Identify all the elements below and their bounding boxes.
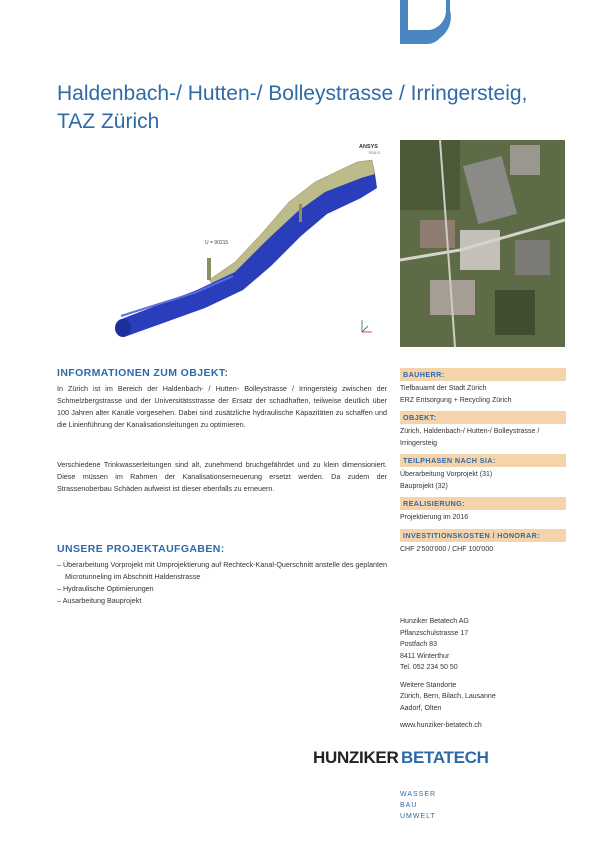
realisation-value — [400, 510, 566, 527]
realisation-heading: REALISIERUNG: — [400, 497, 566, 510]
page-title-line1: Haldenbach-/ Hutten-/ Bolleystrasse / Irringersteig, — [57, 82, 528, 105]
shaft-marker — [299, 204, 302, 222]
phases-heading: TEILPHASEN NACH SIA: — [400, 454, 566, 467]
aerial-photo — [400, 140, 565, 347]
tagline-item: BAU — [400, 802, 418, 809]
ansys-label: ANSYS — [359, 144, 378, 150]
brand-tagline — [400, 789, 436, 822]
shaft-marker — [207, 258, 211, 280]
client-heading: BAUHERR: — [400, 368, 566, 381]
task-item: – Ausarbeitung Bauprojekt — [57, 596, 142, 605]
address-postbox: Postfach 83 — [400, 641, 437, 648]
locations-label: Weitere Standorte — [400, 681, 457, 689]
realisation-line: Projektierung im 2016 — [400, 514, 469, 521]
locations-line: Aadorf, Olten — [400, 704, 442, 712]
phone: Tel. 052 234 50 50 — [400, 664, 458, 671]
costs-heading: INVESTITIONSKOSTEN / HONORAR: — [400, 529, 566, 542]
object-line: Zürich, Haldenbach-/ Hutten-/ Bolleystrasse / — [400, 428, 540, 435]
ansys-sublabel: R15.0 — [369, 150, 380, 155]
brand-word-hunziker: HUNZIKER — [313, 748, 399, 767]
phase-line: Bauprojekt (32) — [400, 482, 448, 490]
pipe-end — [115, 319, 131, 337]
section-label: U = 90215 — [205, 240, 229, 246]
task-item: – Hydraulische Optimierungen — [57, 584, 154, 593]
locations-line: Zürich, Bern, Bilach, Lausanne — [400, 693, 496, 700]
address-city: 8411 Winterthur — [400, 652, 450, 660]
costs-value — [400, 542, 566, 559]
info-heading: INFORMATIONEN ZUM OBJEKT: — [57, 367, 229, 379]
task-item: – Überarbeitung Vorprojekt mit Umprojektierung auf Rechteck-Kanal-Querschnitt anstelle des geplanten Microtunneling im Abschnitt Haldenstrasse — [57, 560, 388, 581]
costs-line: CHF 2'500'000 / CHF 100'000 — [400, 545, 494, 553]
company-name: Hunziker Betatech AG — [400, 618, 469, 625]
tagline-item: UMWELT — [400, 813, 436, 820]
client-line: Tiefbauamt der Stadt Zürich — [400, 385, 487, 392]
pipe-model-figure — [57, 140, 392, 345]
tagline-item: WASSER — [400, 791, 437, 798]
brand-logo — [313, 748, 513, 770]
info-paragraph-1: In Zürich ist im Bereich der Haldenbach- / Hutten- Bolleystrasse / Irringersteig zwischen der Schmelzbergstrasse und der Universitätsstrasse der Ersatz der schadhaften, teilweise deutlich über 100 Jahren alter Kanäle vorgesehen. Dabei sind zusätzliche hydraulische Kapazitäten zu schaffen und die Linienführung der Kanalisationsleitungen zu optimieren. — [57, 384, 387, 429]
logo-mark — [400, 0, 466, 44]
contact-block — [400, 616, 566, 732]
page-title-line2: TAZ Zürich — [57, 110, 160, 133]
client-value — [400, 381, 566, 409]
brand-word-betatech: BETATECH — [401, 748, 489, 767]
project-facts — [400, 366, 566, 558]
page-title — [57, 80, 557, 136]
client-line: ERZ Entsorgung + Recycling Zürich — [400, 396, 512, 404]
tasks-list — [57, 559, 387, 607]
info-paragraph-2: Verschiedene Trinkwasserleitungen sind alt, zunehmend bruchgefährdet und zu klein dimensioniert. Diese müssen im Rahmen der Kanalisationserneuerung ersetzt werden. Da zudem der Strassenoberbau Schäden aufweist ist dieser ebenfalls zu erneuern. — [57, 460, 387, 493]
address-street: Pflanzschulstrasse 17 — [400, 629, 469, 637]
website-link[interactable]: www.hunziker-betatech.ch — [400, 722, 482, 729]
phase-line: Überarbeitung Vorprojekt (31) — [400, 471, 493, 478]
object-heading: OBJEKT: — [400, 411, 566, 424]
tasks-heading: UNSERE PROJEKTAUFGABEN: — [57, 543, 225, 555]
axis-triad — [362, 320, 372, 332]
phases-value — [400, 467, 566, 495]
object-value — [400, 424, 566, 452]
object-line: Irringersteig — [400, 439, 437, 447]
